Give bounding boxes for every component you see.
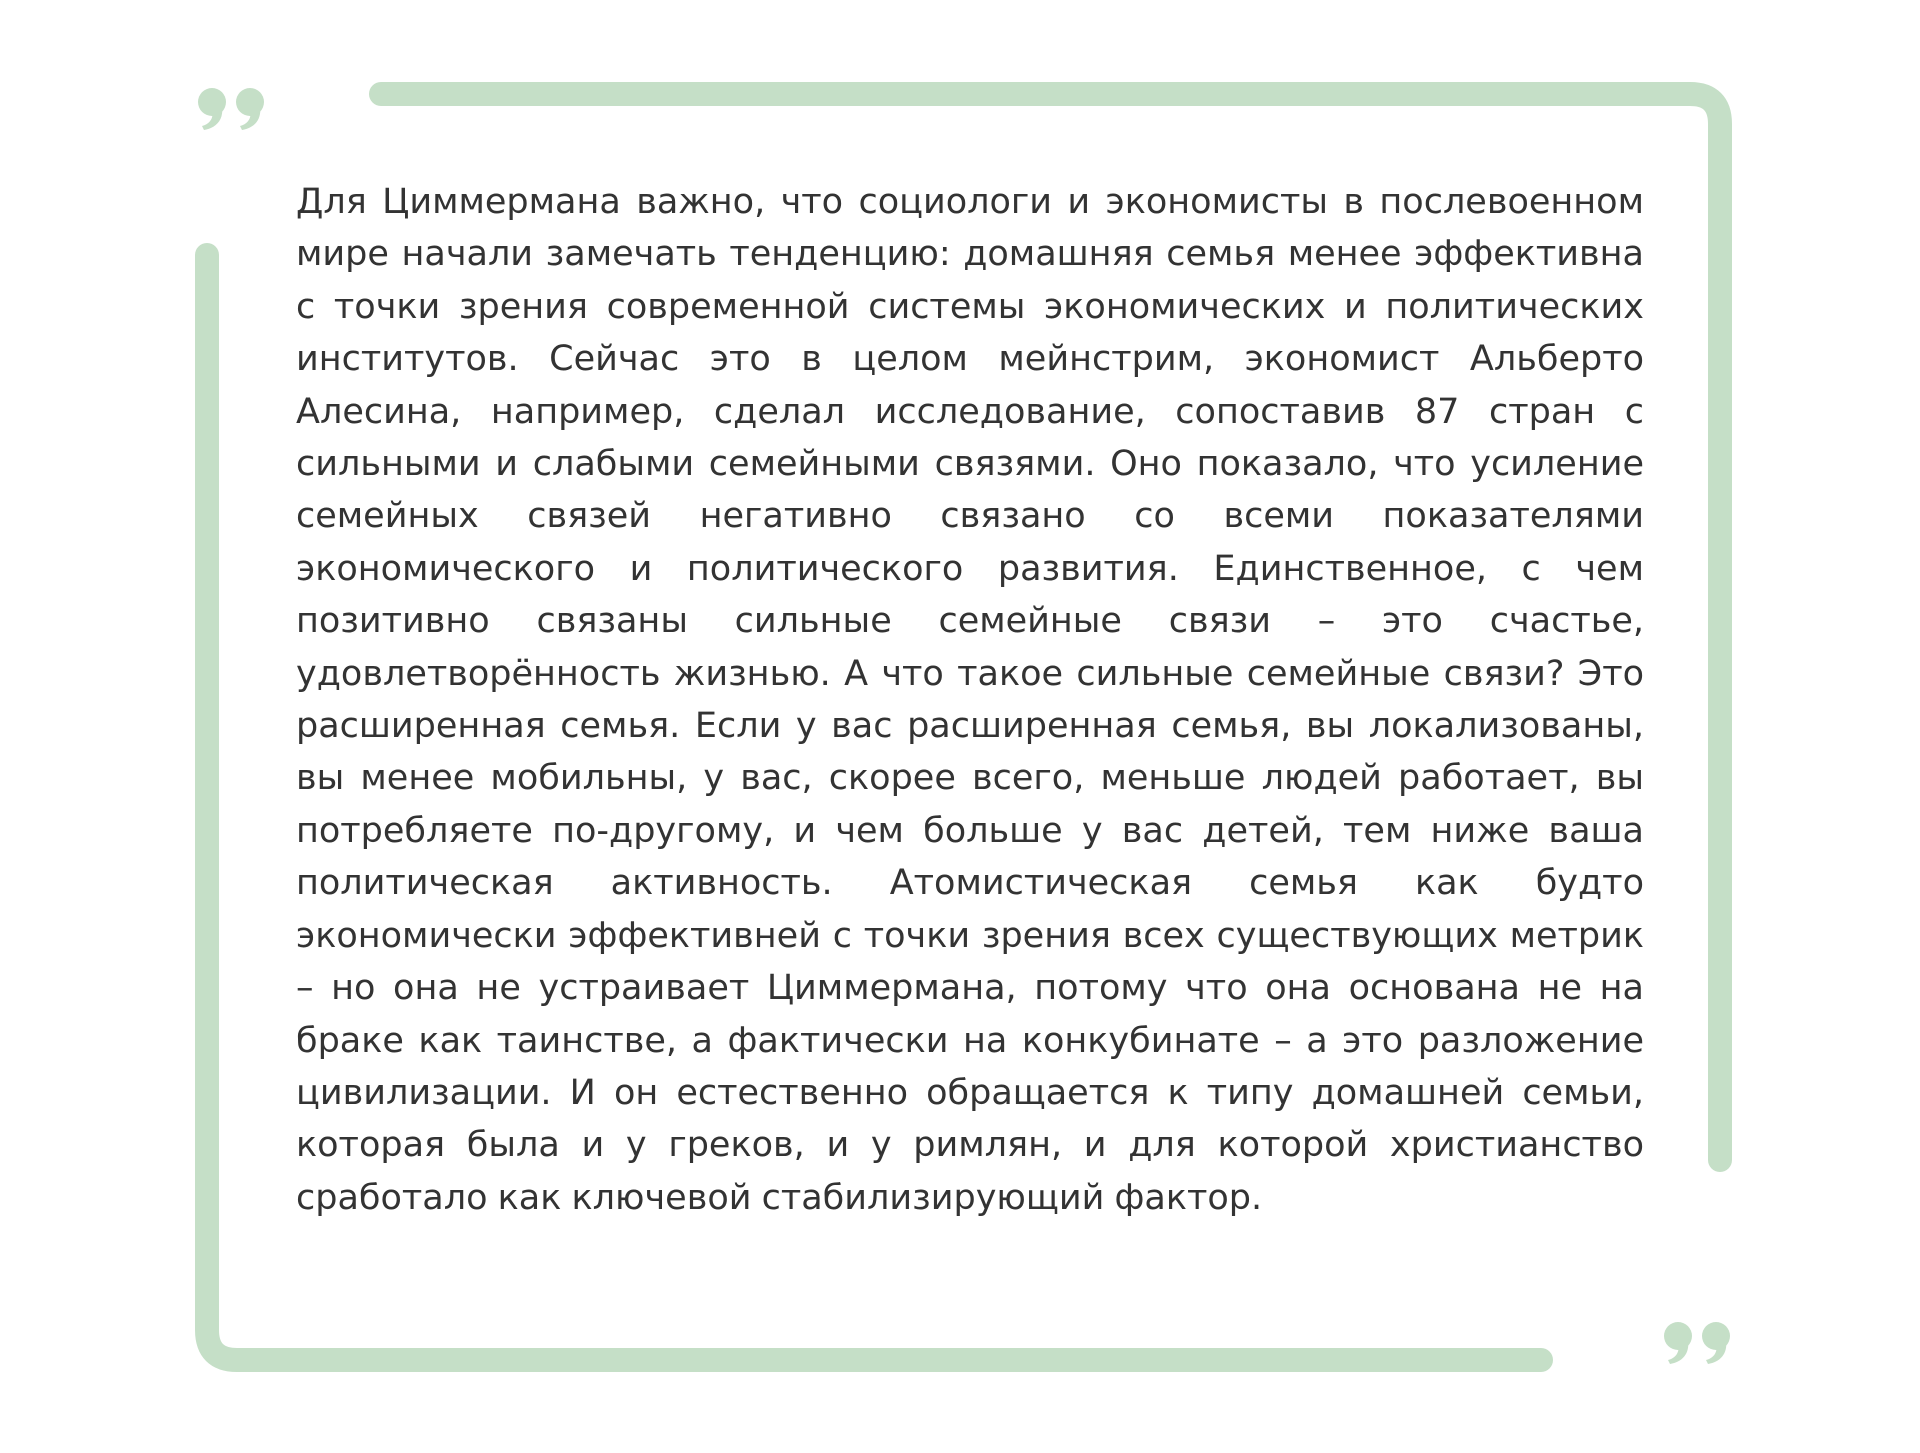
quote-text: Для Циммермана важно, что социологи и экономисты в послевоенном мире начали замечать тенденцию: домашняя семья менее эффективна с точки зрения современной системы экономических и политических институтов. Сейчас это в целом мейнстрим, экономист Альберто Алесина, например, сделал исследование, сопоставив 87 стран с сильными и слабыми семейными связями. Оно показало, что усиление семейных связей негативно связано со всеми показателями экономического и политического развития. Единственное, с чем позитивно связаны сильные семейные связи – это счастье, удовлетворённость жизнью. А что такое сильные семейные связи? Это расширенная семья. Если у вас расширенная семья, вы локализованы, вы менее мобильны, у вас, скорее всего, меньше людей работает, вы потребляете по-другому, и чем больше у вас детей, тем ниже ваша политическая активность. Атомистическая семья как будто экономически эффективней с точки зрения всех существующих метрик – но она не устраивает Циммермана, потому что она основана не на браке как таинстве, а фактически на конкубинате – а это разложение цивилизации. И он естественно обращается к типу домашней семьи, которая была и у греков, и у римлян, и для которой христианство сработало как ключевой стабилизирующий фактор. (296, 182, 1644, 1218)
quote-block (296, 176, 1644, 1286)
close-quote-icon (1664, 1322, 1730, 1364)
open-quote-icon (198, 88, 264, 130)
